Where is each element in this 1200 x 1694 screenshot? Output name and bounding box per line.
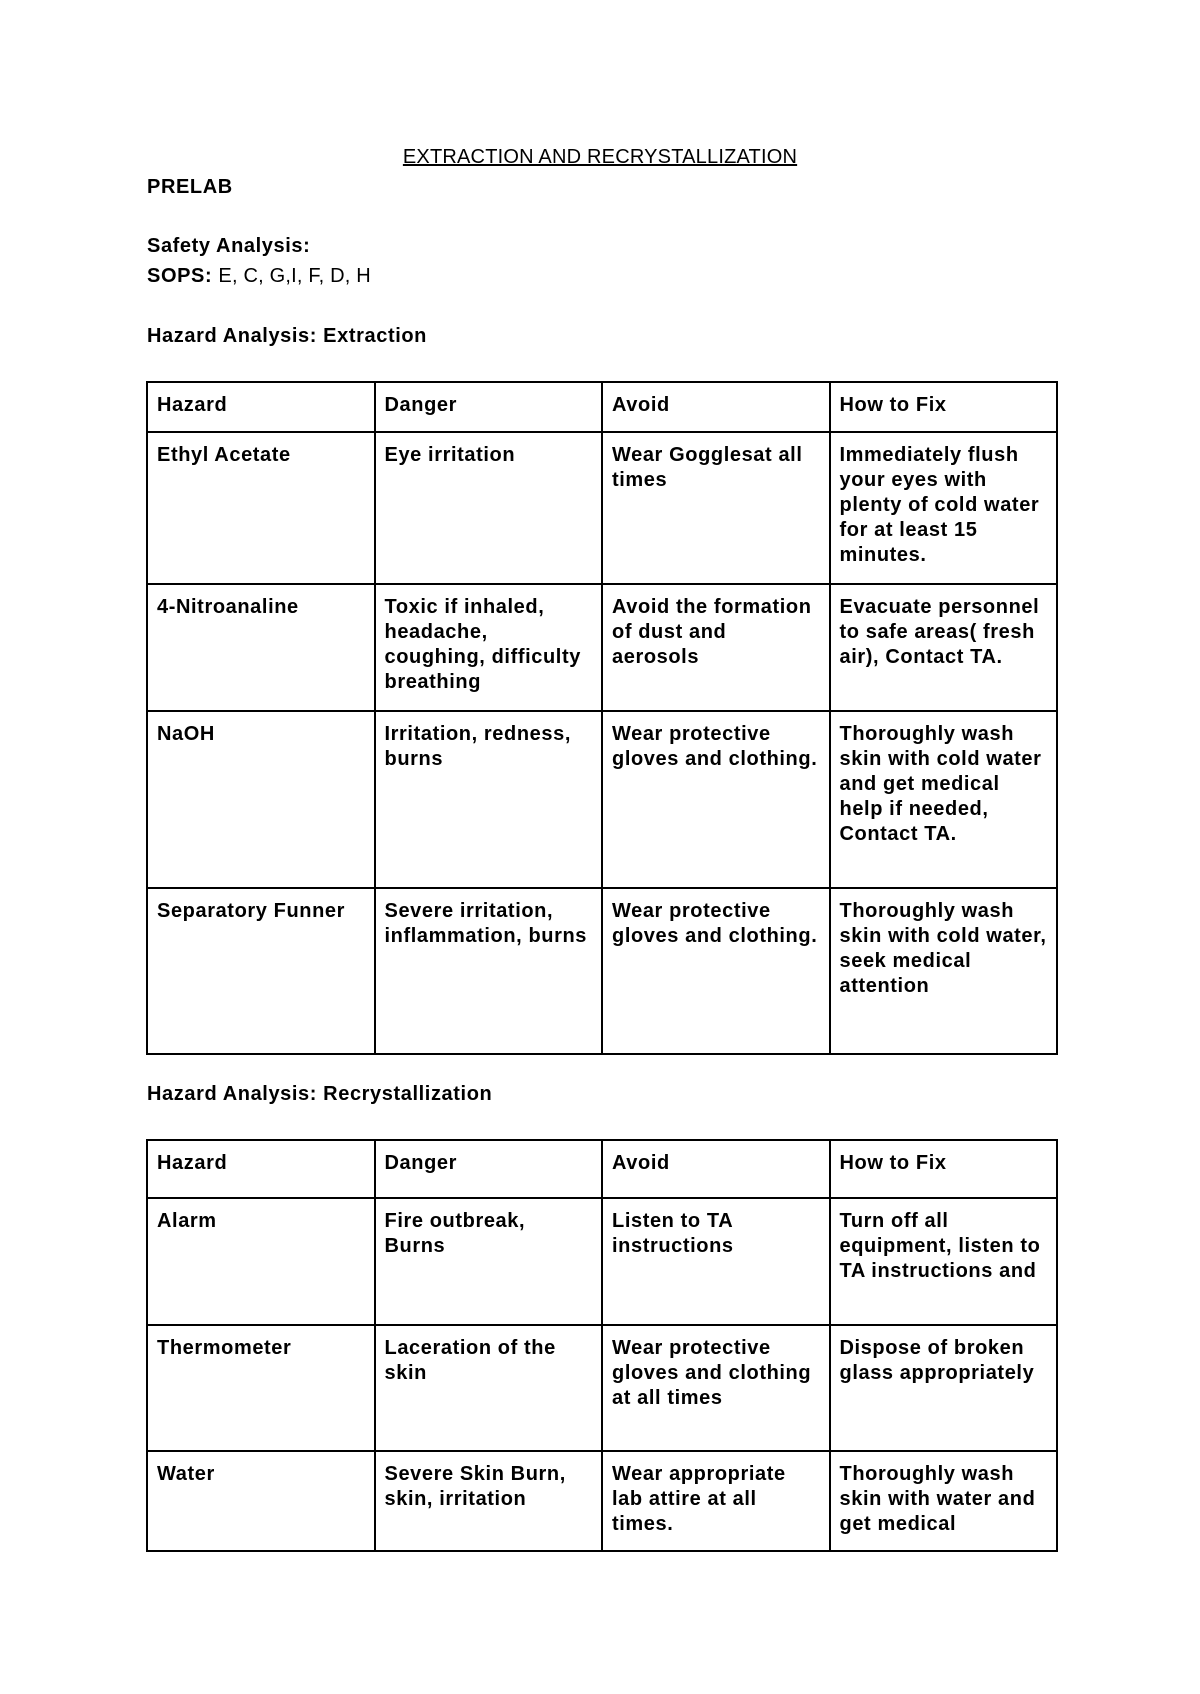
header-cell: How to Fix [830, 1140, 1058, 1198]
table-cell: Wear appropriate lab attire at all times. [602, 1451, 830, 1551]
table-cell: Water [147, 1451, 375, 1551]
table-row [147, 1198, 1057, 1325]
extraction-hazard-table [146, 381, 1058, 1055]
table-row [147, 1325, 1057, 1451]
sops-label: SOPS: [147, 265, 213, 287]
table-row [147, 584, 1057, 711]
table-row [147, 1451, 1057, 1551]
table-cell: Wear protective gloves and clothing. [602, 888, 830, 1054]
table-cell: NaOH [147, 711, 375, 888]
prelab-heading: PRELAB [147, 176, 233, 198]
table-row [147, 888, 1057, 1054]
table-cell: Wear protective gloves and clothing at all times [602, 1325, 830, 1451]
header-cell: Danger [375, 1140, 603, 1198]
document-title: EXTRACTION AND RECRYSTALLIZATION [402, 146, 798, 168]
recrystallization-heading: Hazard Analysis: Recrystallization [147, 1083, 493, 1105]
table-cell: Fire outbreak, Burns [375, 1198, 603, 1325]
table-cell: Toxic if inhaled, headache, coughing, difficulty breathing [375, 584, 603, 711]
table-row [147, 711, 1057, 888]
safety-analysis-heading: Safety Analysis: [147, 235, 311, 257]
table-header-row [147, 382, 1057, 432]
sops-line [147, 265, 371, 288]
table-cell: Severe Skin Burn, skin, irritation [375, 1451, 603, 1551]
header-cell: Hazard [147, 1140, 375, 1198]
header-cell: Hazard [147, 382, 375, 432]
table-cell: Dispose of broken glass appropriately [830, 1325, 1058, 1451]
table-cell: Separatory Funner [147, 888, 375, 1054]
table-cell: Turn off all equipment, listen to TA instructions and [830, 1198, 1058, 1325]
table-cell: Alarm [147, 1198, 375, 1325]
extraction-heading: Hazard Analysis: Extraction [147, 325, 427, 347]
table-cell: Thoroughly wash skin with cold water, seek medical attention [830, 888, 1058, 1054]
header-cell: Danger [375, 382, 603, 432]
table-cell: Thoroughly wash skin with water and get medical [830, 1451, 1058, 1551]
table-cell: Severe irritation, inflammation, burns [375, 888, 603, 1054]
recrystallization-hazard-table [146, 1139, 1058, 1552]
table-header-row [147, 1140, 1057, 1198]
table-row [147, 432, 1057, 584]
table-cell: Eye irritation [375, 432, 603, 584]
sops-value: E, C, G,I, F, D, H [218, 265, 371, 287]
table-cell: Evacuate personnel to safe areas( fresh air), Contact TA. [830, 584, 1058, 711]
table-cell: Laceration of the skin [375, 1325, 603, 1451]
header-cell: How to Fix [830, 382, 1058, 432]
header-cell: Avoid [602, 382, 830, 432]
table-cell: Thoroughly wash skin with cold water and get medical help if needed, Contact TA. [830, 711, 1058, 888]
table-cell: Wear protective gloves and clothing. [602, 711, 830, 888]
table-cell: Avoid the formation of dust and aerosols [602, 584, 830, 711]
table-cell: Ethyl Acetate [147, 432, 375, 584]
table-cell: 4-Nitroanaline [147, 584, 375, 711]
table-cell: Listen to TA instructions [602, 1198, 830, 1325]
header-cell: Avoid [602, 1140, 830, 1198]
table-cell: Wear Gogglesat all times [602, 432, 830, 584]
table-cell: Thermometer [147, 1325, 375, 1451]
table-cell: Immediately flush your eyes with plenty of cold water for at least 15 minutes. [830, 432, 1058, 584]
table-cell: Irritation, redness, burns [375, 711, 603, 888]
